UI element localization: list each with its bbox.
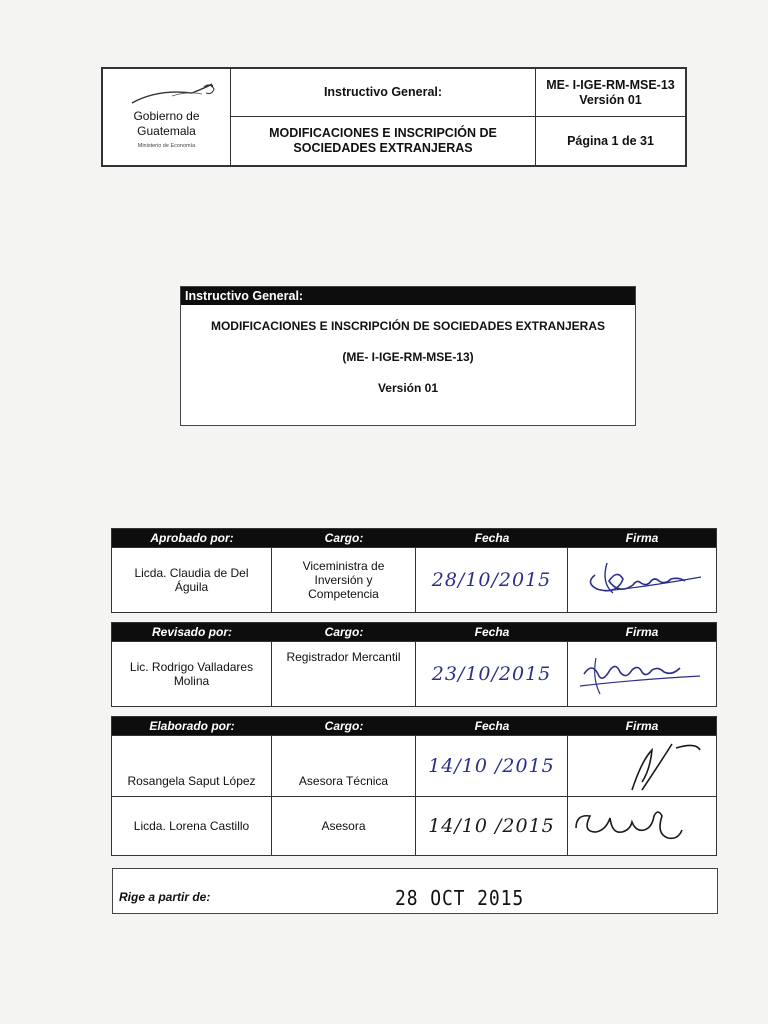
approver-date: 28/10/2015: [416, 548, 568, 612]
table-row: [112, 641, 716, 706]
table-row: [112, 735, 716, 796]
header-date: Fecha: [474, 625, 510, 639]
header-signature: Firma: [625, 531, 659, 545]
elaborator-name: Rosangela Saput López: [112, 736, 272, 796]
elaborator-signature: [568, 736, 716, 796]
table-row: [112, 547, 716, 612]
title-box-bar: Instructivo General:: [181, 287, 635, 305]
page-number: Página 1 de 31: [567, 133, 654, 148]
doc-code: ME- I-IGE-RM-MSE-13: [546, 77, 675, 92]
approved-header: [112, 529, 716, 547]
elaborator-date: 14/10 /2015: [416, 797, 568, 855]
header-elaborated-by: Elaborado por:: [149, 719, 235, 733]
government-logo-icon: [112, 81, 222, 107]
header-date: Fecha: [474, 531, 510, 545]
reviewer-name: Lic. Rodrigo Valladares Molina: [112, 642, 272, 706]
document-header: [101, 67, 687, 167]
header-signature: Firma: [625, 719, 659, 733]
header-role: Cargo:: [324, 625, 364, 639]
signature-icon: [577, 555, 707, 605]
header-role: Cargo:: [324, 719, 364, 733]
title-box-version: Versión 01: [377, 381, 439, 395]
header-date: Fecha: [474, 719, 510, 733]
reviewed-header: [112, 623, 716, 641]
header-role: Cargo:: [324, 531, 364, 545]
title-box: [180, 286, 636, 426]
header-signature: Firma: [625, 625, 659, 639]
elaborator-role: Asesora Técnica: [272, 736, 416, 796]
logo-cell: [103, 69, 231, 165]
effective-date-box: [112, 868, 718, 914]
logo-text: Gobierno de Guatemala: [133, 108, 200, 138]
elaborator-name: Licda. Lorena Castillo: [112, 797, 272, 855]
reviewed-table: [111, 622, 717, 707]
reviewer-role: Registrador Mercantil: [272, 642, 416, 706]
header-approved-by: Aprobado por:: [150, 531, 234, 545]
elaborator-date: 14/10 /2015: [416, 736, 568, 796]
reviewer-date: 23/10/2015: [416, 642, 568, 706]
elaborated-header: [112, 717, 716, 735]
logo-subtext: Ministerio de Economía: [137, 142, 196, 149]
elaborator-signature: [568, 797, 716, 855]
reviewer-signature: [568, 642, 716, 706]
signature-icon: [572, 798, 712, 854]
approved-table: [111, 528, 717, 613]
approver-signature: [568, 548, 716, 612]
header-reviewed-by: Revisado por:: [151, 625, 232, 639]
doc-title: MODIFICACIONES E INSCRIPCIÓN DE SOCIEDADES EXTRANJERAS: [231, 117, 536, 165]
approver-name: Licda. Claudia de Del Águila: [112, 548, 272, 612]
elaborated-table: [111, 716, 717, 856]
doc-version: Versión 01: [579, 92, 642, 107]
doc-type: Instructivo General:: [231, 69, 536, 117]
elaborator-role: Asesora: [272, 797, 416, 855]
signature-icon: [572, 644, 712, 704]
effective-date-stamp: 28 OCT 2015: [395, 886, 525, 910]
signature-icon: [572, 738, 712, 794]
doc-code-cell: [536, 69, 685, 117]
table-row: [112, 796, 716, 855]
effective-date-label: Rige a partir de:: [119, 890, 211, 904]
title-box-title: MODIFICACIONES E INSCRIPCIÓN DE SOCIEDADES EXTRANJERAS: [210, 319, 606, 333]
approver-role: Viceministra de Inversión y Competencia: [272, 548, 416, 612]
title-box-code: (ME- I-IGE-RM-MSE-13): [342, 350, 474, 364]
